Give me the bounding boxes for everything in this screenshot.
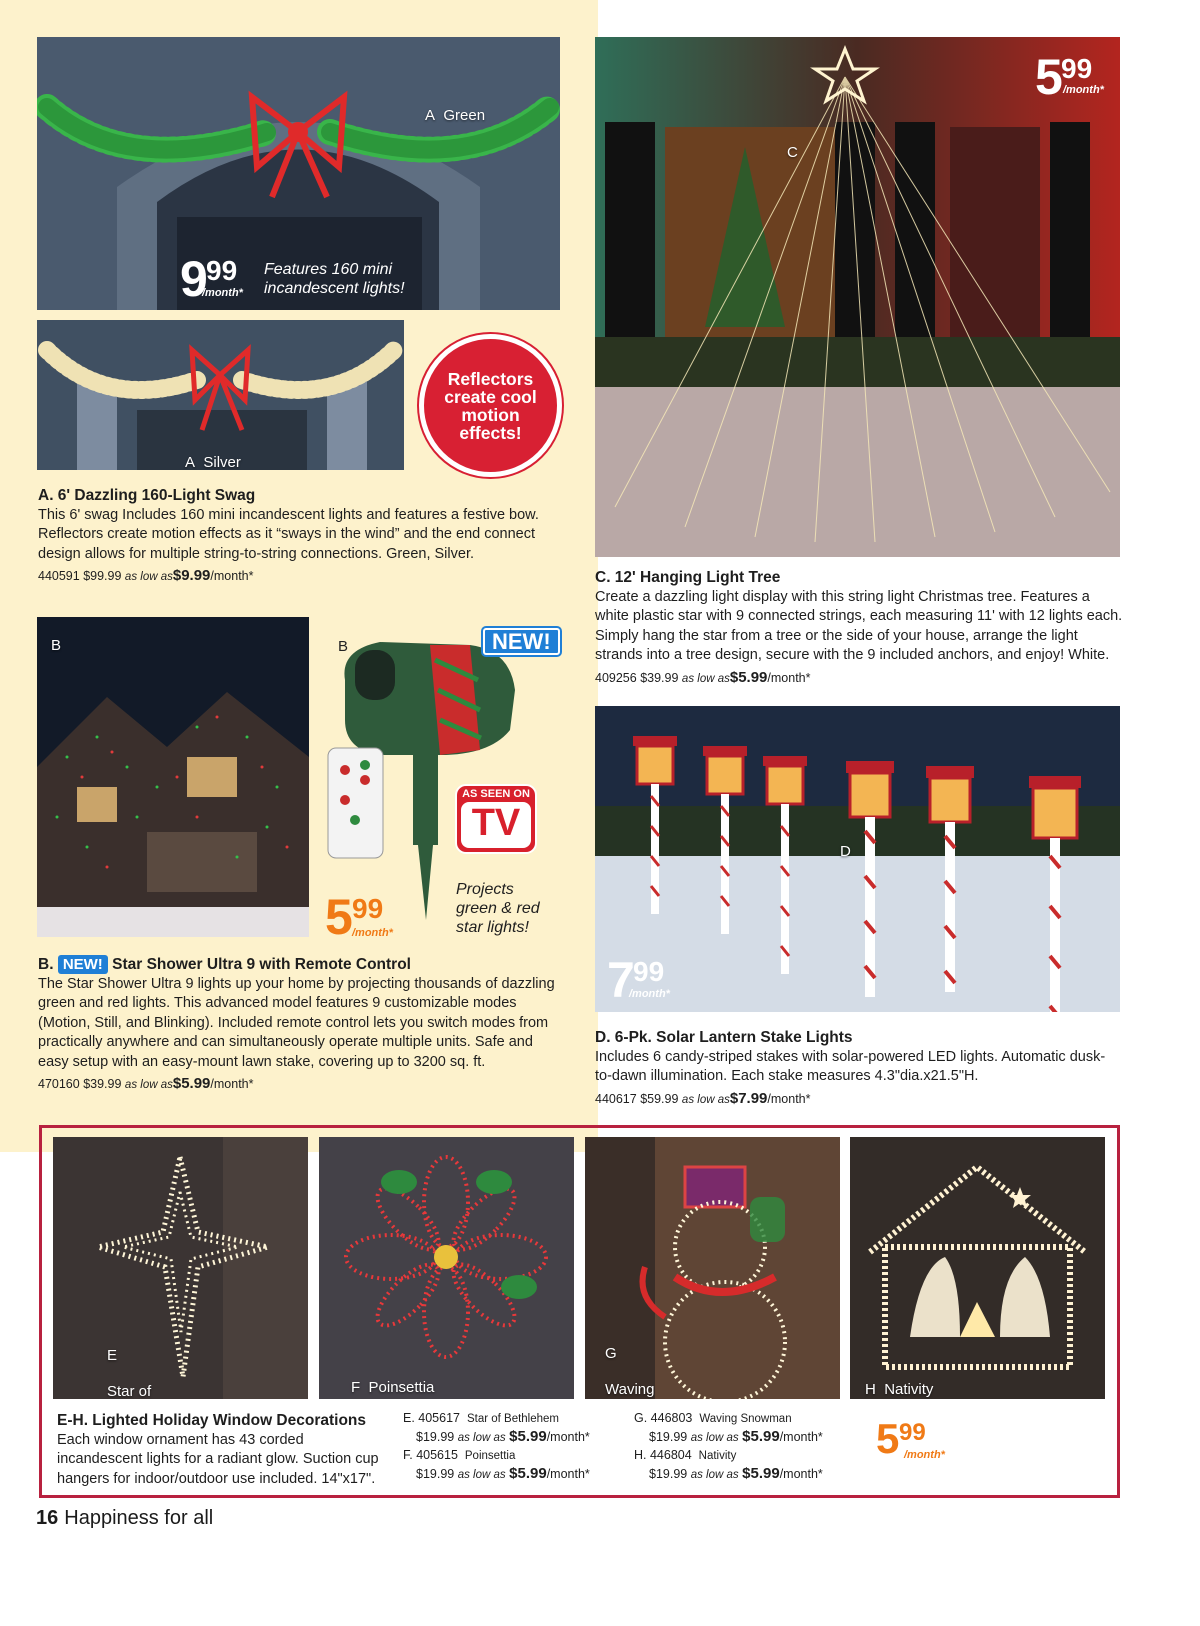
variant-list-ef	[403, 1410, 633, 1484]
photo-label-letter: D	[840, 843, 851, 860]
photo-label-letter: H	[865, 1381, 876, 1398]
sale-price: $5.99	[509, 1465, 547, 1482]
price-per: /month*	[629, 988, 670, 1000]
photo-label-letter: F	[351, 1379, 361, 1396]
product-body: Each window ornament has 43 corded incandescent lights for a radiant glow. Suction cup hangers for indoor/outdoor use included. 14"x17".	[57, 1431, 379, 1487]
product-body: Create a dazzling light display with this string light Christmas tree. Features a white plastic star with 9 connected strings, each measuring 11' with 12 lights each. Simply hang the star from a tree or the side of your house, arrange the light strands into a tree design, secure with the 9 included anchors, and enjoy! White.	[595, 588, 1123, 663]
sku: 440617	[595, 1091, 637, 1106]
as-low-as: as low as	[690, 1432, 739, 1444]
sku: 409256	[595, 670, 637, 685]
photo-label-letter: A	[185, 454, 196, 470]
price-cents: 99	[633, 956, 665, 987]
price-dollars: 5	[876, 1415, 897, 1462]
waving-snowman-photo	[585, 1137, 840, 1399]
price-per: /month*	[202, 287, 243, 299]
as-low-as: as low as	[681, 1093, 730, 1106]
photo-label-name: Poinsettia	[368, 1379, 435, 1396]
page-footer	[36, 1507, 213, 1530]
product-title: E-H. Lighted Holiday Window Decorations	[57, 1412, 367, 1429]
product-description-d	[595, 1028, 1115, 1110]
photo-label-name: Waving	[605, 1381, 655, 1398]
tv-logo-bottom: TV	[471, 802, 521, 844]
photo-label-color: Green	[443, 107, 486, 124]
tv-logo-top: AS SEEN ON	[462, 788, 530, 800]
sale-price: $5.99	[729, 668, 768, 686]
sale-price: $9.99	[172, 567, 211, 584]
per-month: /month*	[779, 1467, 823, 1481]
poinsettia-photo	[319, 1137, 574, 1399]
price-per: /month*	[352, 927, 393, 939]
price-line	[38, 1074, 558, 1096]
as-low-as: as low as	[124, 571, 173, 583]
price-cents: 99	[206, 255, 238, 286]
photo-label-letter: B	[338, 638, 349, 655]
price-tag-a	[180, 251, 270, 307]
list-price: $19.99	[649, 1430, 688, 1444]
variant-name: Nativity	[698, 1450, 737, 1462]
star-shower-house-photo	[37, 617, 309, 937]
sale-price: $5.99	[509, 1428, 547, 1445]
per-month: /month*	[210, 569, 254, 583]
swag-silver-photo	[37, 320, 404, 470]
poinsettia-illustration	[319, 1137, 574, 1399]
product-title: D. 6-Pk. Solar Lantern Stake Lights	[595, 1029, 853, 1046]
per-month: /month*	[779, 1430, 823, 1444]
variant-list-gh	[634, 1410, 864, 1484]
product-body: The Star Shower Ultra 9 lights up your home by projecting thousands of dazzling green and red lights. This advanced model features 9 customizable modes (Motion, Still, and Blinking). Included remote control lets you switch modes from practically anywhere and can simultaneously operate multiple units. Safe and easy setup with an easy-mount lawn stake, covering up to 3200 sq. ft.	[38, 975, 555, 1070]
photo-label-name: Star of	[107, 1383, 152, 1399]
as-low-as: as low as	[690, 1469, 739, 1481]
sku: 440591	[38, 569, 80, 583]
price-per: /month*	[904, 1449, 945, 1461]
hanging-light-tree-photo	[595, 37, 1120, 557]
photo-label-letter: B	[51, 637, 62, 654]
variant-g	[634, 1410, 864, 1447]
price-line	[595, 668, 1125, 690]
variant-e	[403, 1410, 633, 1447]
title-new-badge: NEW!	[58, 955, 108, 974]
as-seen-on-tv-logo	[455, 784, 537, 854]
as-low-as: as low as	[124, 1079, 173, 1091]
price-line	[38, 566, 558, 588]
photo-label-letter: C	[787, 144, 798, 161]
per-month: /month*	[546, 1467, 590, 1481]
variant-code: H. 446804	[634, 1448, 692, 1462]
sale-price: $5.99	[742, 1465, 780, 1482]
title-prefix: B.	[38, 956, 54, 973]
per-month: /month*	[767, 670, 811, 685]
variant-code: F. 405615	[403, 1448, 458, 1462]
as-low-as: as low as	[681, 672, 730, 685]
price-cents: 99	[899, 1419, 926, 1446]
variant-name: Waving Snowman	[699, 1413, 792, 1425]
photo-label-name: Nativity	[884, 1381, 934, 1398]
variant-name: Poinsettia	[464, 1450, 516, 1462]
price-line	[595, 1089, 1115, 1111]
page-number: 16	[36, 1507, 59, 1529]
list-price: $39.99	[83, 1077, 122, 1091]
as-low-as: as low as	[457, 1469, 506, 1481]
product-title: Star Shower Ultra 9 with Remote Control	[112, 956, 411, 973]
price-dollars: 5	[325, 889, 350, 945]
sale-price: $7.99	[729, 1089, 768, 1107]
price-tag-b	[325, 889, 415, 945]
product-title: C. 12' Hanging Light Tree	[595, 569, 781, 586]
variant-h	[634, 1447, 864, 1484]
nativity-photo	[850, 1137, 1105, 1399]
sale-price: $5.99	[742, 1428, 780, 1445]
window-decorations-description	[57, 1411, 392, 1489]
price-tag-eh	[876, 1415, 966, 1468]
product-description-a	[38, 486, 558, 588]
price-dollars: 9	[180, 251, 205, 307]
nativity-illustration	[850, 1137, 1105, 1399]
reflectors-badge: Reflectors create cool motion effects!	[419, 334, 562, 477]
light-tree-illustration	[595, 37, 1120, 557]
price-dollars: 7	[607, 952, 632, 1008]
as-low-as: as low as	[457, 1432, 506, 1444]
price-per: /month*	[1063, 84, 1104, 96]
callout-a: Features 160 mini incandescent lights!	[264, 261, 405, 297]
variant-name: Star of Bethlehem	[466, 1413, 560, 1425]
photo-label-letter: G	[605, 1345, 617, 1362]
variant-code: G. 446803	[634, 1411, 693, 1425]
variant-f	[403, 1447, 633, 1484]
sale-price: $5.99	[172, 1075, 211, 1092]
callout-b: Projects green & red star lights!	[456, 881, 540, 936]
per-month: /month*	[210, 1077, 254, 1091]
product-body: Includes 6 candy-striped stakes with solar-powered LED lights. Automatic dusk-to-dawn illumination. Each stake measures 4.3"dia.x21.5"H.	[595, 1048, 1106, 1084]
per-month: /month*	[767, 1091, 811, 1106]
product-description-b	[38, 955, 558, 1096]
photo-label-letter: E	[107, 1347, 118, 1364]
new-badge: NEW!	[483, 628, 560, 655]
product-body: This 6' swag Includes 160 mini incandescent lights and features a festive bow. Reflectors create motion effects as it “sways in the wind” and the end connect design allows for multiple string-to-string connections. Green, Silver.	[38, 506, 539, 562]
house-laser-illustration	[37, 617, 309, 937]
list-price: $99.99	[83, 569, 122, 583]
page-tagline: Happiness for all	[64, 1507, 214, 1529]
star-of-bethlehem-photo	[53, 1137, 308, 1399]
price-dollars: 5	[1035, 49, 1060, 105]
list-price: $59.99	[640, 1091, 679, 1106]
list-price: $19.99	[649, 1467, 688, 1481]
price-tag-d	[607, 952, 687, 1008]
list-price: $19.99	[416, 1467, 455, 1481]
price-tag-c	[1035, 49, 1115, 105]
photo-label-color: Silver	[203, 454, 241, 470]
product-title: A. 6' Dazzling 160-Light Swag	[38, 487, 256, 504]
price-cents: 99	[1061, 53, 1093, 84]
price-cents: 99	[352, 893, 384, 924]
product-description-c	[595, 568, 1125, 689]
list-price: $39.99	[640, 670, 679, 685]
sku: 470160	[38, 1077, 80, 1091]
list-price: $19.99	[416, 1430, 455, 1444]
variant-code: E. 405617	[403, 1411, 460, 1425]
photo-label-letter: A	[425, 107, 436, 124]
per-month: /month*	[546, 1430, 590, 1444]
star-illustration	[53, 1137, 308, 1399]
